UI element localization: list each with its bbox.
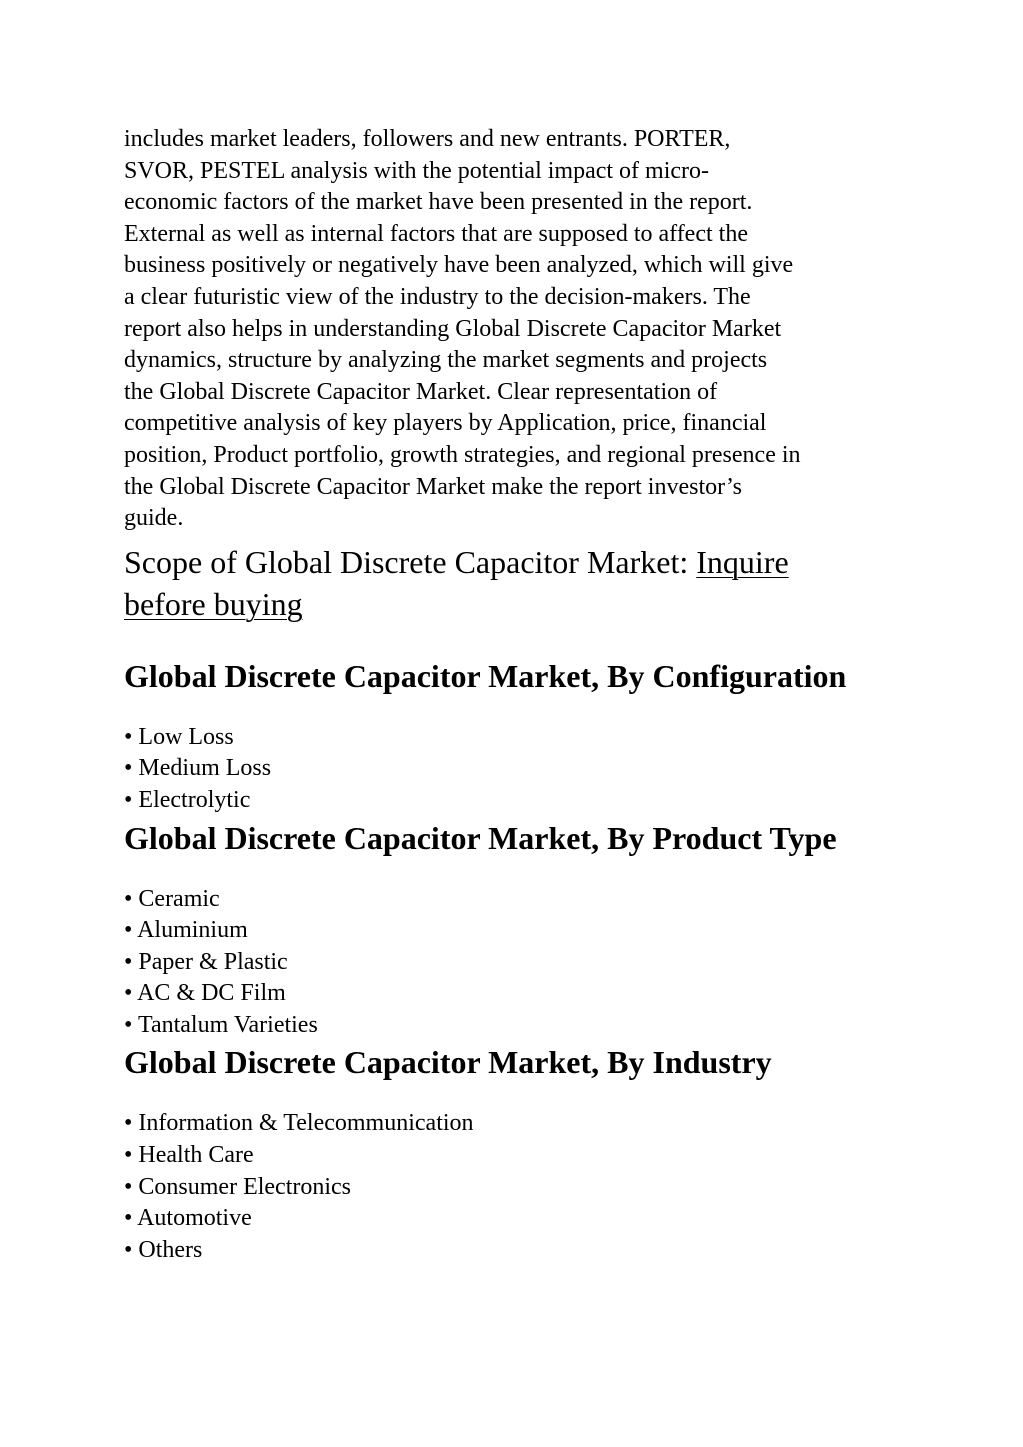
paragraph-line: External as well as internal factors that are supposed to affect the [124, 220, 748, 247]
paragraph-line: SVOR, PESTEL analysis with the potential impact of micro- [124, 157, 710, 184]
paragraph-line: business positively or negatively have been analyzed, which will give [124, 252, 794, 279]
list-item: • Automotive [124, 1205, 252, 1232]
paragraph-line: position, Product portfolio, growth strategies, and regional presence in [124, 441, 801, 468]
paragraph-line: the Global Discrete Capacitor Market. Clear representation of [124, 378, 718, 405]
section-configuration [124, 655, 914, 817]
paragraph-line: report also helps in understanding Global Discrete Capacitor Market [124, 315, 782, 342]
section-heading: Global Discrete Capacitor Market, By Product Type [124, 819, 837, 856]
section-industry [124, 1041, 914, 1266]
paragraph-line: competitive analysis of key players by Application, price, financial [124, 410, 767, 437]
paragraph-line: the Global Discrete Capacitor Market make the report investor’s [124, 473, 743, 500]
document-page [124, 124, 914, 1266]
inquire-before-buying-link-cont[interactable] [124, 586, 303, 622]
list-item: • Paper & Plastic [124, 948, 288, 975]
list-item: • Others [124, 1236, 203, 1263]
list-item: • Tantalum Varieties [124, 1011, 318, 1038]
bullet-list [124, 1108, 914, 1266]
paragraph-line: guide. [124, 505, 184, 532]
inquire-before-buying-link[interactable] [696, 544, 788, 580]
section-heading: Global Discrete Capacitor Market, By Industry [124, 1044, 772, 1081]
list-item: • Information & Telecommunication [124, 1110, 474, 1137]
paragraph-line: includes market leaders, followers and new entrants. PORTER, [124, 126, 731, 152]
inquire-link-text[interactable]: Inquire [696, 543, 789, 580]
section-product-type [124, 817, 914, 1042]
list-item: • Aluminium [124, 917, 248, 944]
bullet-list [124, 884, 914, 1042]
paragraph-line: economic factors of the market have been presented in the report. [124, 189, 753, 216]
scope-heading [124, 541, 914, 625]
list-item: • Ceramic [124, 885, 220, 912]
list-item: • AC & DC Film [124, 980, 286, 1007]
intro-paragraph [124, 124, 914, 535]
bullet-list [124, 722, 914, 817]
list-item: • Consumer Electronics [124, 1173, 352, 1200]
before-buying-link-text[interactable]: before buying [124, 585, 303, 622]
section-heading: Global Discrete Capacitor Market, By Configuration [124, 657, 847, 694]
list-item: • Low Loss [124, 723, 234, 750]
list-item: • Health Care [124, 1142, 254, 1169]
list-item: • Medium Loss [124, 755, 272, 782]
paragraph-line: dynamics, structure by analyzing the market segments and projects [124, 347, 768, 374]
list-item: • Electrolytic [124, 786, 251, 813]
scope-heading-text: Scope of Global Discrete Capacitor Market: [124, 543, 697, 580]
paragraph-line: a clear futuristic view of the industry to the decision-makers. The [124, 283, 751, 310]
